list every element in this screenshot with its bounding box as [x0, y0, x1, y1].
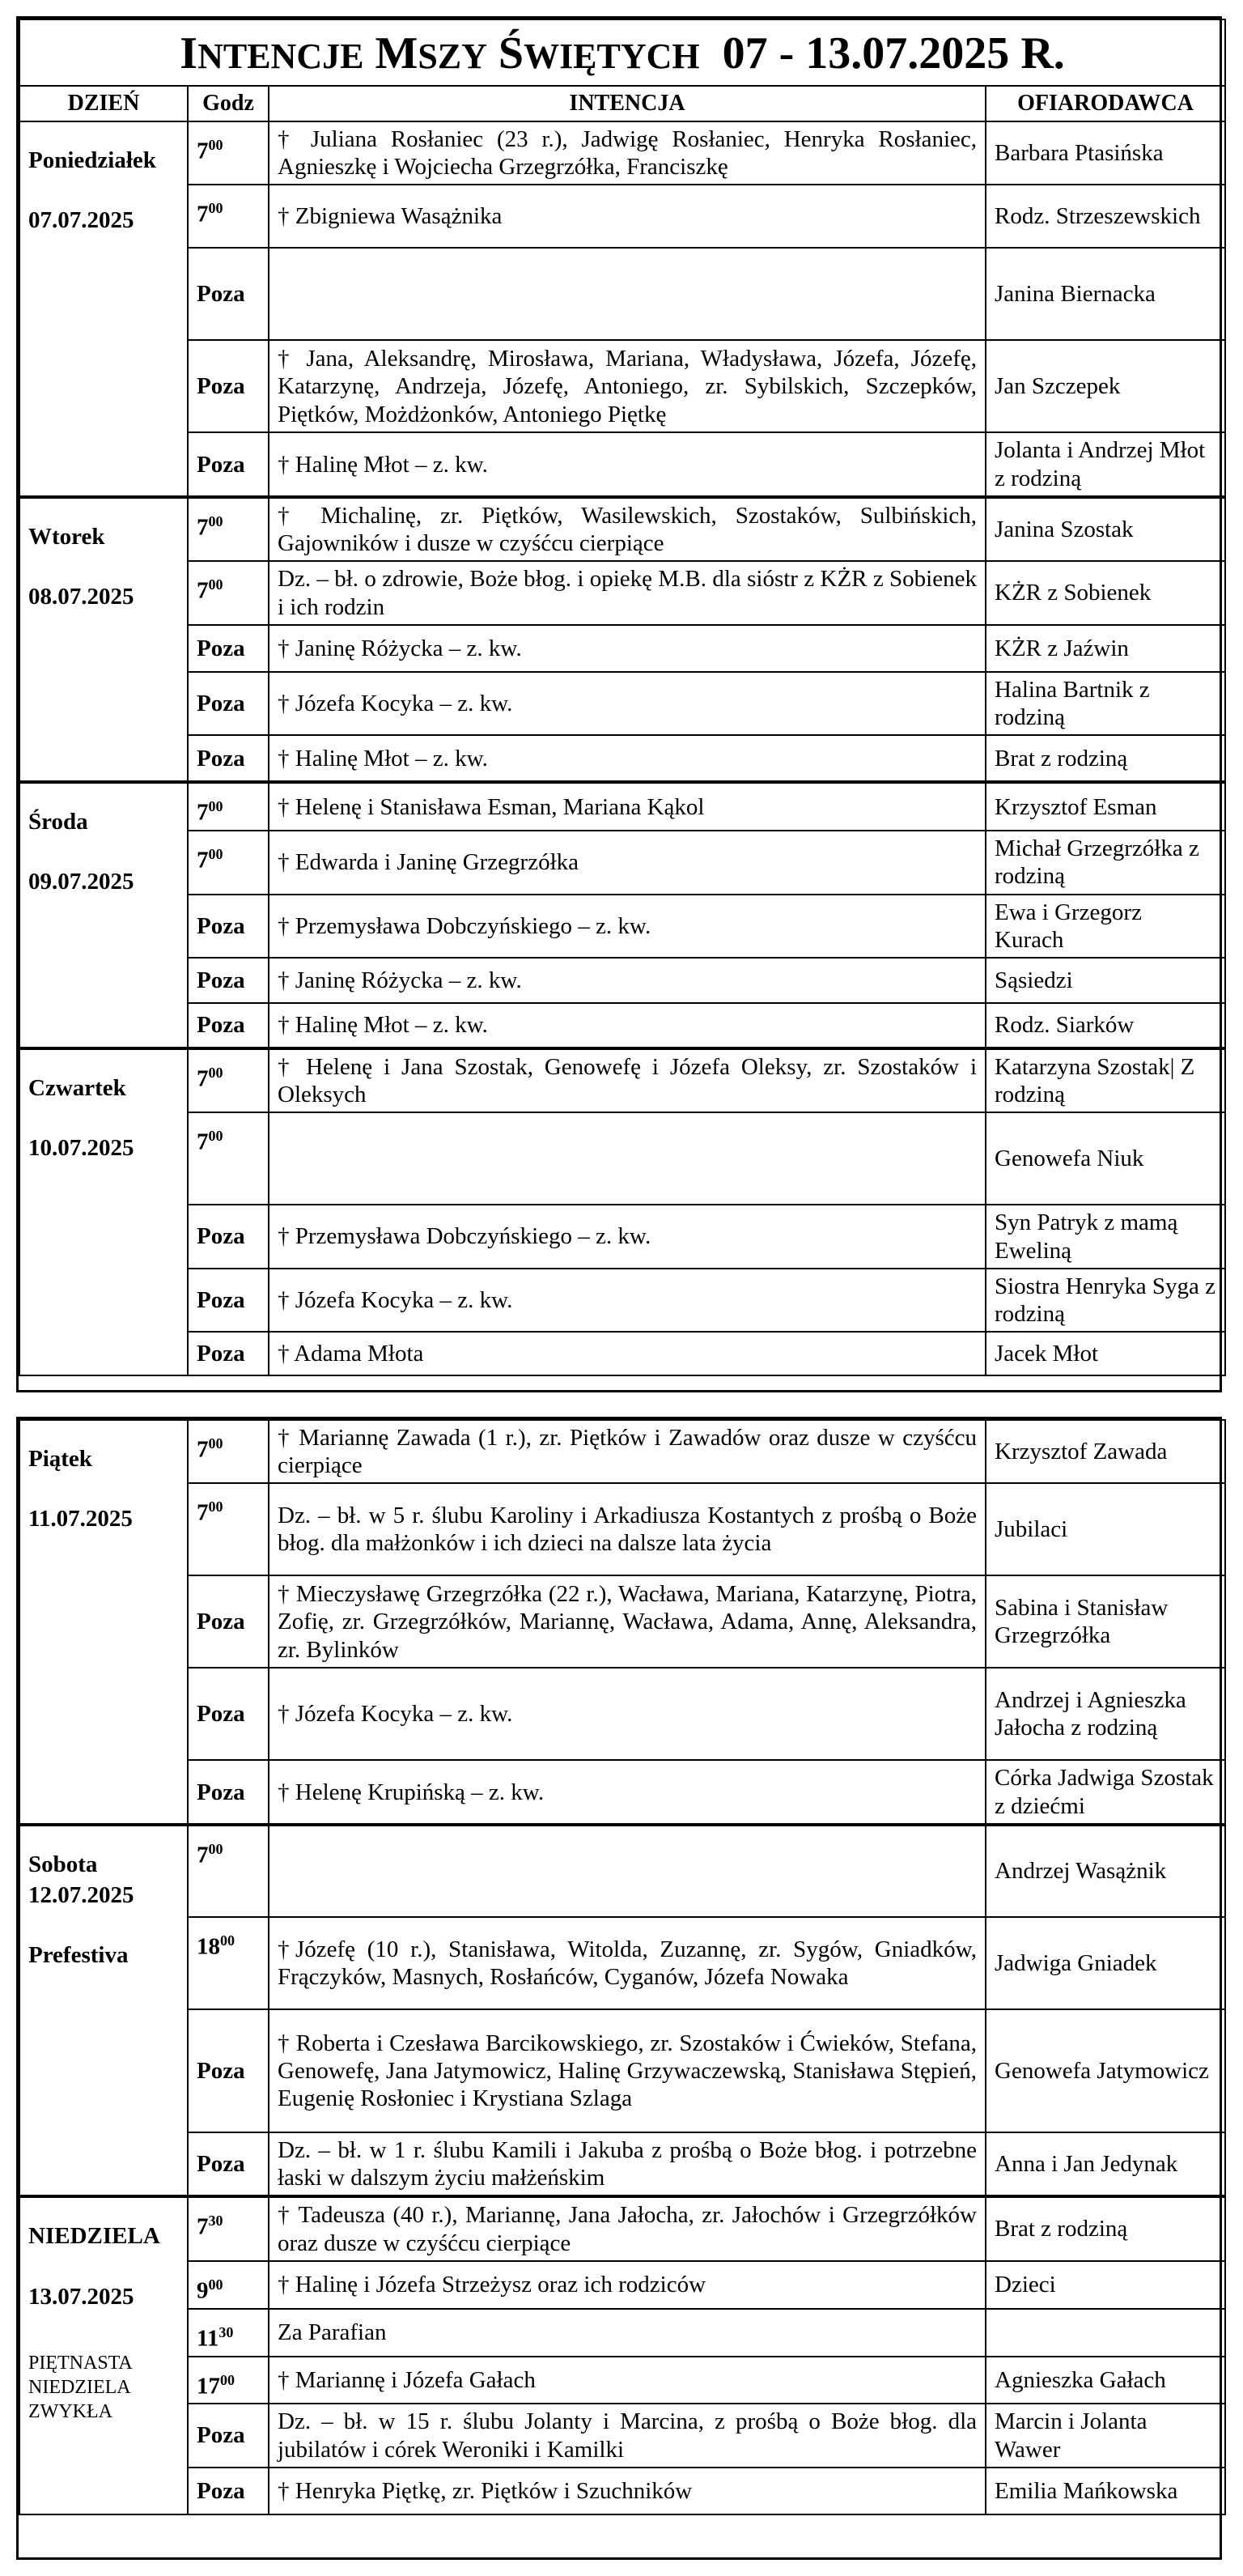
intention-text: Dz. – bł. w 5 r. ślubu Karoliny i Arkadiusza Kostantych z prośbą o Boże błog. dla małżonków i ich dzieci na dalsze lata życia — [269, 1483, 986, 1575]
intention-text: Dz. – bł. w 1 r. ślubu Kamili i Jakuba z prośbą o Boże błog. i potrzebne łaski w dalszym życiu małżeńskim — [269, 2132, 986, 2196]
hour-value: Poza — [197, 745, 245, 772]
hour-value: Poza — [197, 1012, 245, 1039]
donor-text: Jolanta i Andrzej Młot z rodziną — [986, 432, 1225, 496]
donor-text: Krzysztof Zawada — [986, 1420, 1225, 1483]
intention-text: † Mariannę i Józefa Gałach — [269, 2357, 986, 2404]
header-intention: INTENCJA — [269, 86, 986, 121]
hour-cell — [188, 1760, 269, 1824]
donor-text: Emilia Mańkowska — [986, 2468, 1225, 2514]
hour-cell — [188, 2404, 269, 2467]
intention-text: † Adama Młota — [269, 1332, 986, 1375]
minute-value: 00 — [208, 1840, 223, 1857]
hour-cell — [188, 2357, 269, 2404]
day-cell — [19, 1825, 188, 2196]
donor-text: Jadwiga Gniadek — [986, 1917, 1225, 2009]
intention-text: Dz. – bł. o zdrowie, Boże błog. i opiekę M.B. dla sióstr z KŻR z Sobienek i ich rodzin — [269, 561, 986, 624]
day-name: Wtorek — [28, 523, 105, 550]
hour-cell — [188, 1483, 269, 1575]
day-date: 09.07.2025 — [28, 869, 134, 895]
hour-value: 18 — [197, 1933, 220, 1960]
hour-cell — [188, 2309, 269, 2357]
day-date: 10.07.2025 — [28, 1135, 134, 1162]
intention-text: † Józefa Kocyka – z. kw. — [269, 1668, 986, 1760]
intention-text: † Helenę Krupińską – z. kw. — [269, 1760, 986, 1824]
hour-value: 7 — [197, 577, 209, 604]
intention-text: † Roberta i Czesława Barcikowskiego, zr. Szostaków i Ćwieków, Stefana, Genowefę, Jana Jatymowicz, Halinę Grzywaczewską, Stanisława Stępień, Eugenię Rosłoniec i Krystiana Szlaga — [269, 2009, 986, 2132]
donor-text: Krzysztof Esman — [986, 782, 1225, 831]
hour-value: Poza — [197, 1609, 245, 1635]
day-date: 13.07.2025 — [28, 2283, 134, 2310]
intention-text: † Henryka Piętkę, zr. Piętków i Szuchników — [269, 2468, 986, 2514]
intention-text: † Halinę Młot – z. kw. — [269, 735, 986, 782]
hour-cell — [188, 958, 269, 1003]
donor-text: Jan Szczepek — [986, 340, 1225, 432]
donor-text: Ewa i Grzegorz Kurach — [986, 895, 1225, 958]
minute-value: 00 — [208, 1128, 223, 1145]
minute-value: 00 — [208, 137, 223, 153]
donor-text: Brat z rodziną — [986, 2196, 1225, 2260]
donor-text: Córka Jadwiga Szostak z dziećmi — [986, 1760, 1225, 1824]
day-name: Środa — [28, 809, 88, 835]
page-2 — [16, 1417, 1222, 2560]
table-row — [19, 2132, 1225, 2196]
donor-text: KŻR z Jaźwin — [986, 625, 1225, 672]
hour-cell — [188, 340, 269, 432]
table-body — [19, 1420, 1225, 2514]
hour-cell — [188, 1112, 269, 1205]
day-cell — [19, 1420, 188, 1825]
hour-cell — [188, 2009, 269, 2132]
minute-value: 00 — [220, 2371, 235, 2388]
intention-text: Za Parafian — [269, 2309, 986, 2357]
donor-text: Dzieci — [986, 2261, 1225, 2309]
table-row — [19, 1269, 1225, 1332]
table-row — [19, 1332, 1225, 1375]
page-title: INTENCJE MSZY ŚWIĘTYCH 07 - 13.07.2025 R. — [19, 19, 1225, 86]
donor-text: Janina Szostak — [986, 497, 1225, 561]
hour-value: Poza — [197, 1701, 245, 1728]
hour-value: 7 — [197, 847, 209, 874]
table-row — [19, 432, 1225, 496]
header-donor: OFIARODAWCA — [986, 86, 1225, 121]
donor-text: KŻR z Sobienek — [986, 561, 1225, 624]
hour-value: 17 — [197, 2373, 220, 2400]
table-body — [19, 121, 1225, 1375]
donor-text: Katarzyna Szostak| Z rodziną — [986, 1048, 1225, 1112]
minute-value: 00 — [208, 1435, 223, 1452]
intention-text: † Janinę Różycka – z. kw. — [269, 625, 986, 672]
donor-text: Jubilaci — [986, 1483, 1225, 1575]
donor-text: Sabina i Stanisław Grzegrzółka — [986, 1575, 1225, 1668]
hour-value: 7 — [197, 1129, 209, 1156]
intention-text: † Józefa Kocyka – z. kw. — [269, 1269, 986, 1332]
table-row — [19, 958, 1225, 1003]
day-extra: Prefestiva — [28, 1942, 129, 1969]
hour-value: 9 — [197, 2277, 209, 2304]
table-row — [19, 782, 1225, 831]
table-row — [19, 185, 1225, 248]
hour-cell — [188, 2196, 269, 2260]
intention-text: † Michalinę, zr. Piętków, Wasilewskich, Szostaków, Sulbińskich, Gajowników i dusze w czyśćcu cierpiące — [269, 497, 986, 561]
intention-text — [269, 1825, 986, 1917]
table-row — [19, 895, 1225, 958]
table-row — [19, 2009, 1225, 2132]
donor-text: Anna i Jan Jedynak — [986, 2132, 1225, 2196]
hour-cell — [188, 1003, 269, 1048]
day-name: Piątek — [28, 1446, 92, 1472]
intention-text: † Tadeusza (40 r.), Mariannę, Jana Jałocha, zr. Jałochów i Grzegrzółków oraz dusze w czyśćcu cierpiące — [269, 2196, 986, 2260]
hour-value: 7 — [197, 1065, 209, 1092]
table-row — [19, 735, 1225, 782]
hour-value: Poza — [197, 1223, 245, 1250]
minute-value: 00 — [220, 1932, 235, 1949]
hour-cell — [188, 1917, 269, 2009]
day-name: Poniedziałek — [28, 147, 156, 173]
hour-value: Poza — [197, 1341, 245, 1367]
day-cell — [19, 2196, 188, 2514]
hour-value: 7 — [197, 1500, 209, 1527]
hour-cell — [188, 1668, 269, 1760]
hour-value: Poza — [197, 1779, 245, 1805]
intentions-table-1 — [19, 19, 1226, 1376]
table-row — [19, 1205, 1225, 1268]
donor-text — [986, 2309, 1225, 2357]
hour-value: Poza — [197, 1286, 245, 1313]
hour-cell — [188, 2261, 269, 2309]
table-row — [19, 1917, 1225, 2009]
hour-value: 11 — [197, 2325, 219, 2352]
hour-value: Poza — [197, 967, 245, 993]
day-cell — [19, 1048, 188, 1375]
intention-text: † Halinę Młot – z. kw. — [269, 432, 986, 496]
hour-cell — [188, 432, 269, 496]
day-name: NIEDZIELA — [28, 2223, 160, 2250]
table-row — [19, 2261, 1225, 2309]
donor-text: Marcin i Jolanta Wawer — [986, 2404, 1225, 2467]
donor-text: Jacek Młot — [986, 1332, 1225, 1375]
table-row — [19, 121, 1225, 185]
day-name: Czwartek — [28, 1074, 126, 1101]
table-row — [19, 1575, 1225, 1668]
day-date: 11.07.2025 — [28, 1506, 133, 1532]
table-row — [19, 2309, 1225, 2357]
table-row — [19, 2357, 1225, 2404]
header-hour: Godz — [188, 86, 269, 121]
hour-value: Poza — [197, 451, 245, 478]
hour-cell — [188, 1048, 269, 1112]
hour-cell — [188, 1269, 269, 1332]
intention-text: † Edwarda i Janinę Grzegrzółka — [269, 831, 986, 894]
minute-value: 00 — [208, 2276, 223, 2293]
donor-text: Andrzej i Agnieszka Jałocha z rodziną — [986, 1668, 1225, 1760]
table-row — [19, 1668, 1225, 1760]
table-row — [19, 672, 1225, 735]
donor-text: Andrzej Wasążnik — [986, 1825, 1225, 1917]
table-row — [19, 1483, 1225, 1575]
hour-cell — [188, 625, 269, 672]
hour-value: Poza — [197, 690, 245, 716]
donor-text: Janina Biernacka — [986, 248, 1225, 340]
intention-text: † Mariannę Zawada (1 r.), zr. Piętków i Zawadów oraz dusze w czyśćcu cierpiące — [269, 1420, 986, 1483]
table-row — [19, 1760, 1225, 1824]
intention-text: † Przemysława Dobczyńskiego – z. kw. — [269, 895, 986, 958]
hour-cell — [188, 895, 269, 958]
table-row — [19, 2196, 1225, 2260]
hour-cell — [188, 1332, 269, 1375]
day-date: 08.07.2025 — [28, 584, 134, 610]
table-row — [19, 2468, 1225, 2514]
minute-value: 00 — [208, 1064, 223, 1081]
donor-text: Halina Bartnik z rodziną — [986, 672, 1225, 735]
donor-text: Syn Patryk z mamą Eweliną — [986, 1205, 1225, 1268]
hour-value: Poza — [197, 2422, 245, 2449]
hour-cell — [188, 831, 269, 894]
intention-text: † Juliana Rosłaniec (23 r.), Jadwigę Rosłaniec, Henryka Rosłaniec, Agnieszkę i Wojciecha Grzegrzółka, Franciszkę — [269, 121, 986, 185]
intention-text: Dz. – bł. w 15 r. ślubu Jolanty i Marcina, z prośbą o Boże błog. dla jubilatów i córek Weroniki i Kamilki — [269, 2404, 986, 2467]
intention-text — [269, 248, 986, 340]
hour-cell — [188, 1575, 269, 1668]
minute-value: 30 — [218, 2323, 234, 2340]
day-date: 07.07.2025 — [28, 207, 134, 234]
intention-text: † Helenę i Stanisława Esman, Mariana Kąkol — [269, 782, 986, 831]
header-day: DZIEŃ — [19, 86, 188, 121]
day-cell — [19, 121, 188, 497]
table-row — [19, 1825, 1225, 1917]
table-row — [19, 1112, 1225, 1205]
day-name: Sobota — [28, 1851, 98, 1877]
day-cell — [19, 782, 188, 1048]
day-cell — [19, 497, 188, 782]
donor-text: Brat z rodziną — [986, 735, 1225, 782]
donor-text: Michał Grzegrzółka z rodziną — [986, 831, 1225, 894]
hour-value: 7 — [197, 799, 209, 826]
hour-cell — [188, 561, 269, 624]
intention-text: † Halinę Młot – z. kw. — [269, 1003, 986, 1048]
hour-cell — [188, 1205, 269, 1268]
hour-value: Poza — [197, 281, 245, 308]
table-row — [19, 248, 1225, 340]
donor-text: Barbara Ptasińska — [986, 121, 1225, 185]
intention-text: † Mieczysławę Grzegrzółka (22 r.), Wacława, Mariana, Katarzynę, Piotra, Zofię, zr. Grzegrzółków, Mariannę, Wacława, Adama, Annę, Aleksandra, zr. Bylinków — [269, 1575, 986, 1668]
minute-value: 00 — [208, 1498, 223, 1515]
intention-text: † Helenę i Jana Szostak, Genowefę i Józefa Oleksy, zr. Szostaków i Oleksych — [269, 1048, 986, 1112]
hour-value: Poza — [197, 2477, 245, 2504]
page-1 — [16, 16, 1222, 1392]
hour-value: Poza — [197, 2057, 245, 2084]
minute-value: 30 — [208, 2213, 223, 2230]
intention-text: † Józefa Kocyka – z. kw. — [269, 672, 986, 735]
hour-value: 7 — [197, 514, 209, 541]
donor-text: Agnieszka Gałach — [986, 2357, 1225, 2404]
hour-cell — [188, 248, 269, 340]
minute-value: 00 — [208, 798, 223, 815]
hour-value: Poza — [197, 373, 245, 400]
donor-text: Genowefa Jatymowicz — [986, 2009, 1225, 2132]
table-row — [19, 561, 1225, 624]
hour-value: 7 — [197, 1842, 209, 1868]
hour-value: 7 — [197, 202, 209, 228]
minute-value: 00 — [208, 846, 223, 863]
intention-text — [269, 1112, 986, 1205]
donor-text: Rodz. Strzeszewskich — [986, 185, 1225, 248]
hour-cell — [188, 782, 269, 831]
table-row — [19, 1003, 1225, 1048]
table-row — [19, 340, 1225, 432]
hour-value: 7 — [197, 138, 209, 164]
intention-text: † Zbigniewa Wasążnika — [269, 185, 986, 248]
table-row — [19, 1420, 1225, 1483]
minute-value: 00 — [208, 512, 223, 529]
intention-text: † Jana, Aleksandrę, Mirosława, Mariana, Władysława, Józefa, Józefę, Katarzynę, Andrzeja, Józefę, Antoniego, zr. Sybilskich, Szczepków, Piętków, Możdżonków, Antoniego Piętkę — [269, 340, 986, 432]
hour-value: Poza — [197, 2150, 245, 2177]
intention-text: † Halinę i Józefa Strzeżysz oraz ich rodziców — [269, 2261, 986, 2309]
hour-value: 7 — [197, 1436, 209, 1463]
donor-text: Rodz. Siarków — [986, 1003, 1225, 1048]
donor-text: Sąsiedzi — [986, 958, 1225, 1003]
table-row — [19, 497, 1225, 561]
donor-text: Siostra Henryka Syga z rodziną — [986, 1269, 1225, 1332]
intention-text: † Przemysława Dobczyńskiego – z. kw. — [269, 1205, 986, 1268]
intentions-table-2 — [19, 1419, 1226, 2515]
hour-cell — [188, 2468, 269, 2514]
hour-cell — [188, 1825, 269, 1917]
hour-cell — [188, 735, 269, 782]
hour-cell — [188, 121, 269, 185]
hour-cell — [188, 2132, 269, 2196]
minute-value: 00 — [208, 576, 223, 593]
intention-text: †Józefę (10 r.), Stanisława, Witolda, Zuzannę, zr. Sygów, Gniadków, Frączyków, Masnych, Rosłańców, Cyganów, Józefa Nowaka — [269, 1917, 986, 2009]
hour-cell — [188, 497, 269, 561]
table-row — [19, 831, 1225, 894]
hour-cell — [188, 1420, 269, 1483]
minute-value: 00 — [208, 200, 223, 217]
day-note: PIĘTNASTA NIEDZIELA ZWYKŁA — [28, 2352, 132, 2422]
table-row — [19, 1048, 1225, 1112]
table-row — [19, 2404, 1225, 2467]
hour-cell — [188, 672, 269, 735]
intention-text: † Janinę Różycka – z. kw. — [269, 958, 986, 1003]
table-row — [19, 625, 1225, 672]
hour-value: Poza — [197, 635, 245, 661]
hour-cell — [188, 185, 269, 248]
day-date: 12.07.2025 — [28, 1882, 134, 1909]
hour-value: 7 — [197, 2213, 209, 2240]
donor-text: Genowefa Niuk — [986, 1112, 1225, 1205]
hour-value: Poza — [197, 912, 245, 939]
